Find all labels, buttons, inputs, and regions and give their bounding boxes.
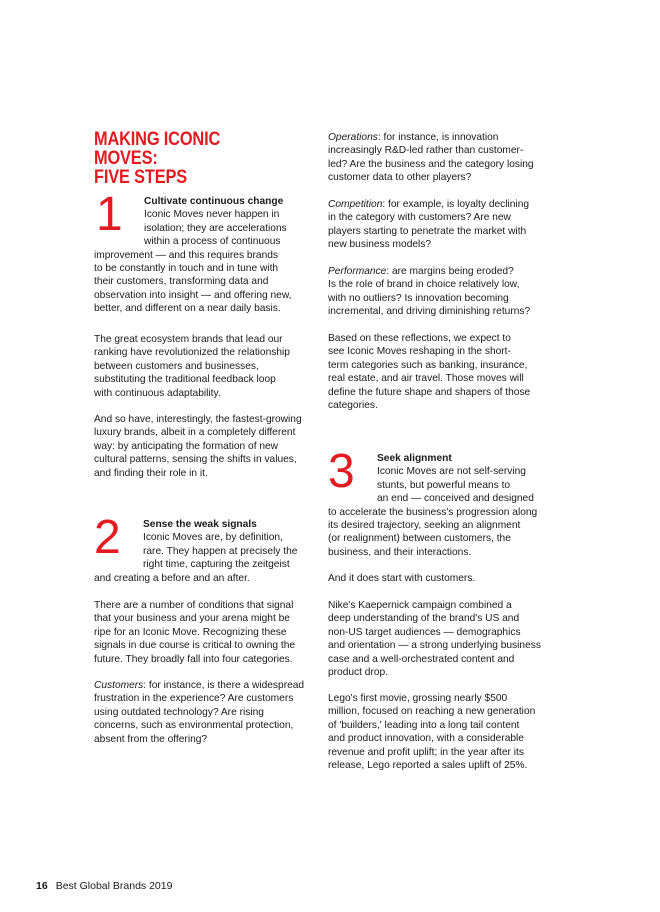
step-line: Iconic Moves are, by definition,	[143, 532, 283, 544]
paragraph-conditions: There are a number of conditions that signal that your business and your arena might be ripe for an Iconic Move. Recognizing these signals in due course is critical to owning the future. They broadly fall into four categories.	[94, 600, 296, 665]
step-number: 2	[94, 511, 121, 564]
paragraph-nike: Nike's Kaepernick campaign combined a deep understanding of the brand's US and non-US target audiences — demographics and orientation — a strong underlying business case and a well-orchestrated content and product drop.	[328, 600, 541, 679]
step-heading: Seek alignment	[377, 453, 452, 464]
step-line: stunts, but powerful means to	[377, 479, 511, 491]
paragraph-customers	[94, 679, 314, 746]
page-number: 16	[36, 880, 48, 892]
paragraph-operations	[328, 131, 546, 185]
step-line: improvement — and this requires brands	[94, 249, 279, 261]
step-heading: Sense the weak signals	[143, 519, 257, 530]
step-line: rare. They happen at precisely the	[143, 545, 298, 557]
text-performance: : are margins being eroded? Is the role of brand in choice relatively low, with no outliers? Is innovation becoming incremental, and driving diminishing returns?	[328, 266, 531, 318]
step-line: better, and different on a near daily basis.	[94, 303, 281, 315]
publication-name: Best Global Brands 2019	[55, 880, 173, 892]
step-line: its desired trajectory, seeking an alignment	[328, 519, 521, 531]
paragraph-reflections: Based on these reflections, we expect to see Iconic Moves reshaping in the short- term categories such as banking, insurance, real estate, and air travel. Those moves will define the future shape and shapers of those categories.	[328, 333, 531, 412]
label-operations: Operations	[328, 132, 378, 143]
step-line: their customers, transforming data and	[94, 276, 269, 288]
step-line: and creating a before and an after.	[94, 572, 250, 584]
paragraph-customers-start: And it does start with customers.	[328, 573, 476, 584]
paragraph-performance	[328, 265, 546, 319]
step-line: business, and their interactions.	[328, 546, 472, 558]
text-operations: : for instance, is innovation increasingly R&D-led rather than customer- led? Are the business and the category losing customer data to other players?	[328, 132, 534, 184]
paragraph-competition	[328, 198, 546, 252]
step-body	[328, 452, 546, 559]
paragraph-ecosystem: The great ecosystem brands that lead our ranking have revolutionized the relationship between customers and businesses, substituting the traditional feedback loop with continuous adaptability.	[94, 334, 290, 399]
label-customers: Customers	[94, 680, 144, 691]
step-body	[94, 195, 314, 316]
page-footer	[36, 880, 172, 892]
step-line: to be constantly in touch and in tune with	[94, 262, 279, 274]
step-line: Iconic Moves never happen in	[144, 209, 280, 221]
step-line: isolation; they are accelerations	[144, 222, 287, 234]
label-performance: Performance	[328, 266, 387, 277]
label-competition: Competition	[328, 199, 383, 210]
paragraph-lego: Lego's first movie, grossing nearly $500 million, focused on reaching a new generation of 'builders,' leading into a long tail content and product innovation, with a considerable revenue and profit uplift; in the year after its release, Lego reported a sales uplift of 25%.	[328, 693, 536, 772]
step-heading: Cultivate continuous change	[144, 196, 284, 207]
step-line: (or realignment) between customers, the	[328, 533, 511, 545]
step-line: right time, capturing the zeitgeist	[143, 559, 290, 571]
step-number: 1	[96, 188, 123, 241]
step-line: Iconic Moves are not self-serving	[377, 466, 526, 478]
text-customers: : for instance, is there a widespread frustration in the experience? Are customers using outdated technology? Are rising concerns, such as environmental protection, absent from the offering?	[94, 680, 305, 745]
text-competition: : for example, is loyalty declining in the category with customers? Are new players starting to penetrate the market with new business models?	[328, 199, 530, 251]
paragraph-luxury: And so have, interestingly, the fastest-growing luxury brands, albeit in a completely different way: by anticipating the formation of new cultural patterns, sensing the shifts in values, and finding their role in it.	[94, 414, 302, 479]
section-title: MAKING ICONIC MOVES: FIVE STEPS	[94, 128, 221, 188]
step-line: to accelerate the business's progression along	[328, 506, 538, 518]
step-number: 3	[328, 445, 355, 498]
step-line: within a process of continuous	[144, 236, 281, 248]
step-line: observation into insight — and offering new,	[94, 289, 292, 301]
step-line: an end — conceived and designed	[377, 493, 534, 505]
step-body	[94, 518, 314, 585]
